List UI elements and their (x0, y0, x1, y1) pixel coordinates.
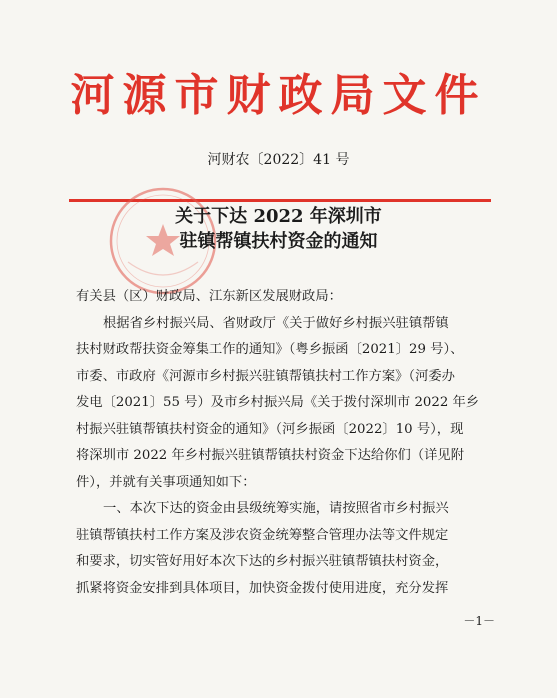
issuer-title: 河源市财政局文件 (70, 70, 487, 121)
notice-title-line-1: 关于下达 2022 年深圳市 (175, 206, 382, 227)
paragraph-2-line: 和要求，切实管好用好本次下达的乡村振兴驻镇帮镇扶村资金， (76, 554, 449, 569)
paragraph-1-line: 村振兴驻镇帮镇扶村资金的通知》（河乡振函〔2022〕10 号），现 (76, 421, 464, 437)
paragraph-1-line: 根据省乡村振兴局、省财政厅《关于做好乡村振兴驻镇帮镇 (103, 315, 449, 331)
notice-title (0, 204, 557, 254)
addressee-line: 有关县（区）财政局、江东新区发展财政局： (76, 289, 342, 304)
document-number: 河财农〔2022〕41 号 (207, 152, 350, 168)
page-number: －1－ (463, 614, 495, 628)
paragraph-1-line: 件），并就有关事项通知如下： (76, 474, 256, 490)
paragraph-2-line: 一、本次下达的资金由县级统筹实施，请按照省市乡村振兴 (103, 501, 449, 516)
notice-title-line-2: 驻镇帮镇扶村资金的通知 (179, 231, 378, 252)
paragraph-2-line: 驻镇帮镇扶村工作方案及涉农资金统筹整合管理办法等文件规定 (76, 527, 449, 543)
paragraph-1-line: 发电〔2021〕55 号）及市乡村振兴局《关于拨付深圳市 2022 年乡 (76, 395, 480, 410)
paragraph-2-line: 抓紧将资金安排到具体项目，加快资金拨付使用进度，充分发挥 (76, 580, 449, 596)
paragraph-1-line: 扶村财政帮扶资金筹集工作的通知》（粤乡振函〔2021〕29 号）、 (76, 342, 464, 357)
paragraph-1-line: 市委、市政府《河源市乡村振兴驻镇帮镇扶村工作方案》（河委办 (76, 368, 455, 384)
notice-body (76, 284, 491, 602)
paragraph-1-line: 将深圳市 2022 年乡村振兴驻镇帮镇扶村资金下达给你们（详见附 (76, 448, 465, 463)
